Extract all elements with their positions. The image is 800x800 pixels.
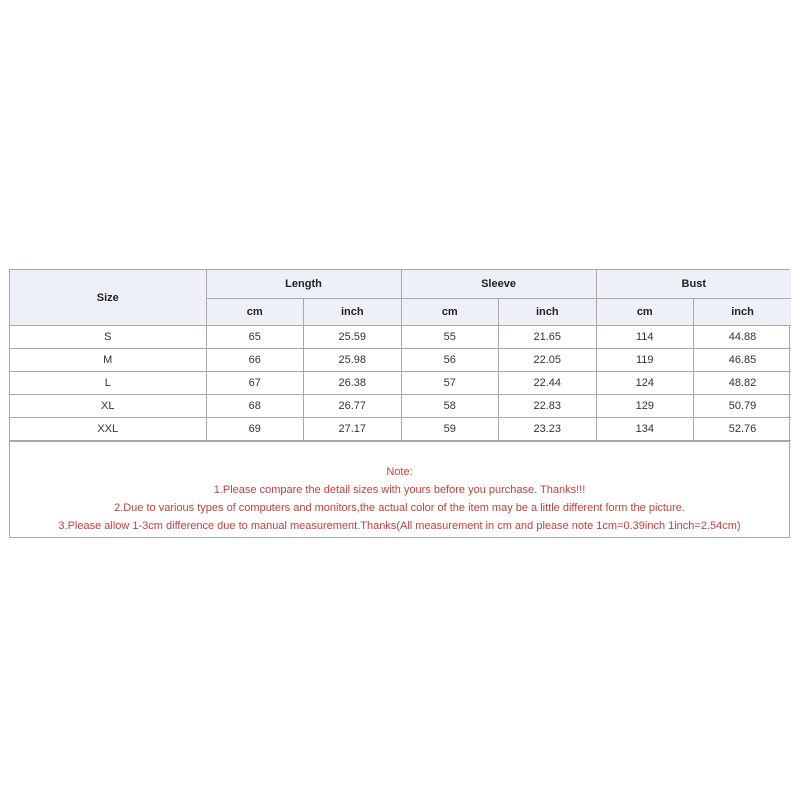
header-row-groups <box>10 270 791 299</box>
table-cell: 50.79 <box>694 395 792 418</box>
table-row <box>10 395 791 418</box>
length-header: Length <box>206 270 401 299</box>
unit-header: cm <box>596 299 694 326</box>
table-cell: 48.82 <box>694 372 792 395</box>
table-cell: 23.23 <box>499 418 597 441</box>
table-cell: 25.98 <box>304 349 402 372</box>
table-cell: 44.88 <box>694 326 792 349</box>
notes-section <box>10 441 789 537</box>
table-cell: 124 <box>596 372 694 395</box>
size-cell: M <box>10 349 206 372</box>
table-row <box>10 372 791 395</box>
size-chart <box>9 269 790 538</box>
table-cell: 67 <box>206 372 304 395</box>
table-cell: 22.05 <box>499 349 597 372</box>
note-line: 1.Please compare the detail sizes with yours before you purchase. Thanks!!! <box>213 484 586 496</box>
table-cell: 69 <box>206 418 304 441</box>
table-cell: 21.65 <box>499 326 597 349</box>
table-cell: 65 <box>206 326 304 349</box>
table-cell: 68 <box>206 395 304 418</box>
bust-header: Bust <box>596 270 791 299</box>
table-cell: 56 <box>401 349 499 372</box>
unit-header: cm <box>401 299 499 326</box>
unit-header: cm <box>206 299 304 326</box>
table-cell: 26.77 <box>304 395 402 418</box>
table-cell: 46.85 <box>694 349 792 372</box>
table-row <box>10 326 791 349</box>
unit-header: inch <box>694 299 792 326</box>
table-cell: 58 <box>401 395 499 418</box>
table-cell: 114 <box>596 326 694 349</box>
note-title: Note: <box>386 466 413 478</box>
unit-header: inch <box>499 299 597 326</box>
table-cell: 26.38 <box>304 372 402 395</box>
table-cell: 134 <box>596 418 694 441</box>
size-header: Size <box>10 270 206 326</box>
table-cell: 59 <box>401 418 499 441</box>
table-cell: 57 <box>401 372 499 395</box>
size-cell: S <box>10 326 206 349</box>
table-row <box>10 418 791 441</box>
table-cell: 27.17 <box>304 418 402 441</box>
sleeve-header: Sleeve <box>401 270 596 299</box>
unit-header: inch <box>304 299 402 326</box>
table-cell: 22.44 <box>499 372 597 395</box>
table-cell: 52.76 <box>694 418 792 441</box>
table-cell: 66 <box>206 349 304 372</box>
table-cell: 129 <box>596 395 694 418</box>
size-cell: XL <box>10 395 206 418</box>
size-table <box>10 270 791 441</box>
size-cell: L <box>10 372 206 395</box>
size-cell: XXL <box>10 418 206 441</box>
note-line: 3.Please allow 1-3cm difference due to manual measurement.Thanks(All measurement in cm and please note 1cm=0.39inch 1inch=2.54cm) <box>58 520 741 532</box>
table-cell: 22.83 <box>499 395 597 418</box>
table-cell: 55 <box>401 326 499 349</box>
table-cell: 25.59 <box>304 326 402 349</box>
table-cell: 119 <box>596 349 694 372</box>
note-line: 2.Due to various types of computers and monitors,the actual color of the item may be a little different form the picture. <box>114 502 685 514</box>
table-row <box>10 349 791 372</box>
